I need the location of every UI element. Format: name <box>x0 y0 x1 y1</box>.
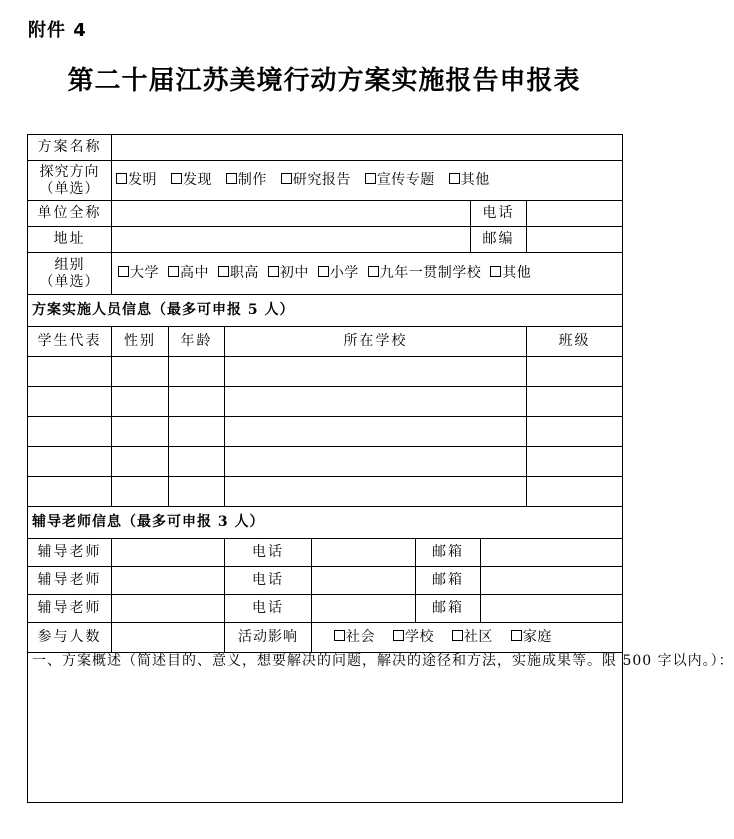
header-class: 班级 <box>527 327 623 357</box>
member-class-cell[interactable] <box>527 357 623 387</box>
member-gender-cell[interactable] <box>112 447 169 477</box>
member-age-cell[interactable] <box>169 447 225 477</box>
teacher-phone-input[interactable] <box>312 539 416 567</box>
teacher-name-input[interactable] <box>112 539 225 567</box>
member-row <box>28 387 623 417</box>
address-row <box>28 227 623 253</box>
group-options <box>112 253 623 295</box>
teacher-email-label: 邮箱 <box>416 595 481 623</box>
group-option-vocational[interactable]: 职高 <box>218 265 259 282</box>
members-section-row <box>28 295 623 327</box>
postcode-label: 邮编 <box>471 227 527 253</box>
direction-option-publicity[interactable]: 宣传专题 <box>365 172 435 189</box>
member-age-cell[interactable] <box>169 387 225 417</box>
teacher-email-label: 邮箱 <box>416 567 481 595</box>
member-row <box>28 447 623 477</box>
impact-option-family[interactable]: 家庭 <box>511 629 552 646</box>
checkbox-icon <box>490 266 501 277</box>
teacher-row <box>28 595 623 623</box>
header-student-representative: 学生代表 <box>28 327 112 357</box>
participants-input[interactable] <box>112 623 225 653</box>
member-name-cell[interactable] <box>28 417 112 447</box>
member-school-cell[interactable] <box>225 477 527 507</box>
member-name-cell[interactable] <box>28 447 112 477</box>
teachers-section-row <box>28 507 623 539</box>
plan-name-label: 方案名称 <box>28 135 112 161</box>
group-option-university[interactable]: 大学 <box>118 265 159 282</box>
checkbox-icon <box>511 630 522 641</box>
checkbox-icon <box>452 630 463 641</box>
teacher-label: 辅导老师 <box>28 595 112 623</box>
direction-option-research-report[interactable]: 研究报告 <box>281 172 351 189</box>
overview-cell[interactable] <box>28 653 734 803</box>
impact-options <box>312 623 623 653</box>
header-age: 年龄 <box>169 327 225 357</box>
teacher-email-label: 邮箱 <box>416 539 481 567</box>
member-school-cell[interactable] <box>225 417 527 447</box>
teacher-phone-input[interactable] <box>312 595 416 623</box>
member-gender-cell[interactable] <box>112 387 169 417</box>
impact-option-school[interactable]: 学校 <box>393 629 434 646</box>
direction-options <box>112 161 623 201</box>
teachers-section-title: 辅导老师信息（最多可申报 3 人） <box>28 507 623 539</box>
member-row <box>28 477 623 507</box>
teacher-row <box>28 567 623 595</box>
member-age-cell[interactable] <box>169 357 225 387</box>
teacher-name-input[interactable] <box>112 567 225 595</box>
checkbox-icon <box>281 173 292 184</box>
participants-row <box>28 623 623 653</box>
member-name-cell[interactable] <box>28 387 112 417</box>
member-school-cell[interactable] <box>225 447 527 477</box>
checkbox-icon <box>449 173 460 184</box>
member-school-cell[interactable] <box>225 357 527 387</box>
impact-option-society[interactable]: 社会 <box>334 629 375 646</box>
group-option-other[interactable]: 其他 <box>490 265 531 282</box>
address-input[interactable] <box>112 227 471 253</box>
checkbox-icon <box>368 266 379 277</box>
teacher-email-input[interactable] <box>481 567 623 595</box>
direction-option-discovery[interactable]: 发现 <box>171 172 212 189</box>
group-option-high-school[interactable]: 高中 <box>168 265 209 282</box>
impact-label: 活动影响 <box>225 623 312 653</box>
teacher-email-input[interactable] <box>481 539 623 567</box>
checkbox-icon <box>393 630 404 641</box>
checkbox-icon <box>168 266 179 277</box>
teacher-label: 辅导老师 <box>28 539 112 567</box>
member-name-cell[interactable] <box>28 357 112 387</box>
address-label: 地址 <box>28 227 112 253</box>
teacher-phone-label: 电话 <box>225 595 312 623</box>
checkbox-icon <box>318 266 329 277</box>
teacher-phone-label: 电话 <box>225 567 312 595</box>
teacher-name-input[interactable] <box>112 595 225 623</box>
checkbox-icon <box>365 173 376 184</box>
teacher-phone-label: 电话 <box>225 539 312 567</box>
postcode-input[interactable] <box>527 227 623 253</box>
group-option-middle-school[interactable]: 初中 <box>268 265 309 282</box>
member-row <box>28 417 623 447</box>
group-label: 组别 （单选） <box>28 253 112 295</box>
plan-name-row <box>28 135 623 161</box>
member-class-cell[interactable] <box>527 417 623 447</box>
checkbox-icon <box>334 630 345 641</box>
teacher-row <box>28 539 623 567</box>
checkbox-icon <box>218 266 229 277</box>
direction-label: 探究方向 （单选） <box>28 161 112 201</box>
member-row <box>28 357 623 387</box>
unit-name-input[interactable] <box>112 201 471 227</box>
unit-row <box>28 201 623 227</box>
group-row <box>28 253 623 295</box>
member-gender-cell[interactable] <box>112 357 169 387</box>
phone-label: 电话 <box>471 201 527 227</box>
member-gender-cell[interactable] <box>112 477 169 507</box>
application-form-table <box>27 134 734 803</box>
checkbox-icon <box>226 173 237 184</box>
participants-label: 参与人数 <box>28 623 112 653</box>
teacher-email-input[interactable] <box>481 595 623 623</box>
form-title: 第二十届江苏美境行动方案实施报告申报表 <box>67 66 581 96</box>
attachment-label: 附件 4 <box>28 20 87 41</box>
checkbox-icon <box>118 266 129 277</box>
direction-option-making[interactable]: 制作 <box>226 172 267 189</box>
teacher-phone-input[interactable] <box>312 567 416 595</box>
group-option-primary[interactable]: 小学 <box>318 265 359 282</box>
member-class-cell[interactable] <box>527 447 623 477</box>
checkbox-icon <box>268 266 279 277</box>
member-class-cell[interactable] <box>527 387 623 417</box>
member-gender-cell[interactable] <box>112 417 169 447</box>
member-age-cell[interactable] <box>169 477 225 507</box>
plan-name-input[interactable] <box>112 135 623 161</box>
group-option-nine-year[interactable]: 九年一贯制学校 <box>368 265 482 282</box>
overview-row <box>28 653 623 803</box>
checkbox-icon <box>116 173 127 184</box>
member-school-cell[interactable] <box>225 387 527 417</box>
overview-instructions: 一、方案概述（简述目的、意义，想要解决的问题，解决的途径和方法，实施成果等。限 500 字以内。）： <box>32 653 734 669</box>
phone-input[interactable] <box>527 201 623 227</box>
header-gender: 性别 <box>112 327 169 357</box>
members-section-title: 方案实施人员信息（最多可申报 5 人） <box>28 295 623 327</box>
impact-option-community[interactable]: 社区 <box>452 629 493 646</box>
member-age-cell[interactable] <box>169 417 225 447</box>
teacher-label: 辅导老师 <box>28 567 112 595</box>
header-school: 所在学校 <box>225 327 527 357</box>
member-class-cell[interactable] <box>527 477 623 507</box>
direction-option-other[interactable]: 其他 <box>449 172 490 189</box>
direction-option-invention[interactable]: 发明 <box>116 172 157 189</box>
members-header-row <box>28 327 623 357</box>
member-name-cell[interactable] <box>28 477 112 507</box>
checkbox-icon <box>171 173 182 184</box>
direction-row <box>28 161 623 201</box>
unit-name-label: 单位全称 <box>28 201 112 227</box>
